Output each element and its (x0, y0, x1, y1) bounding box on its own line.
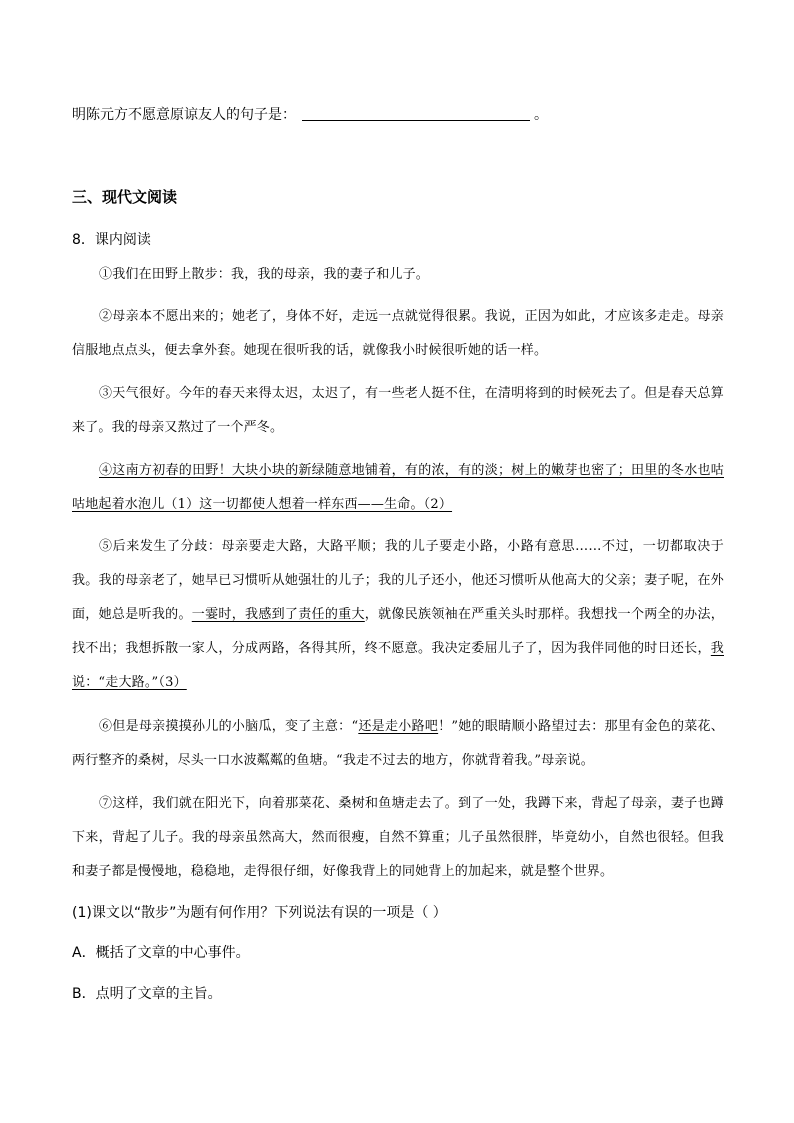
paragraph-1: ①我们在田野上散步：我，我的母亲，我的妻子和儿子。 (99, 267, 430, 282)
paragraph-3: ③天气很好。今年的春天来得太迟，太迟了，有一些老人挺不住，在清明将到的时候死去了。但是春天总算来了。我的母亲又熬过了一个严冬。 (72, 386, 724, 435)
paragraph-6-underline: 还是走小路吧 (358, 719, 439, 734)
paragraph-5-underline-1: 一霎时，我感到了责任的重大 (191, 607, 365, 622)
question-header: 8．课内阅读 (72, 232, 151, 248)
intro-sentence (72, 106, 548, 124)
paragraph-5-text-a: ⑤后来发生了分歧：母亲要走大路，大路平顺；我的儿子要走小路，小路有意思……不过，一切都取决于我。我的母亲老了，她早已习惯听从她强壮的儿子；我的儿子还小，他还习惯听从他高大的父亲；妻子呢，在外面，她总是听我的。 (72, 539, 724, 622)
paragraph-6-text-a: ⑥但是母亲摸摸孙儿的小脑瓜，变了主意：“ (99, 719, 359, 734)
option-b[interactable]: B．点明了文章的主旨。 (72, 986, 222, 1002)
paragraph-7: ⑦这样，我们就在阳光下，向着那菜花、桑树和鱼塘走去了。到了一处，我蹲下来，背起了母亲，妻子也蹲下来，背起了儿子。我的母亲虽然高大，然而很瘦，自然不算重；儿子虽然很胖，毕竟幼小，自然也很轻。但我和妻子都是慢慢地，稳稳地，走得很仔细，好像我背上的同她背上的加起来，就是整个世界。 (72, 796, 724, 879)
paragraph-6-text-b: ！”她的眼睛顺小路望过去：那里有金色的菜花、两行整齐的桑树，尽头一口水波粼粼的鱼塘。“我走不过去的地方，你就背着我。”母亲说。 (72, 719, 725, 768)
paragraph-4: ④这南方初春的田野！大块小块的新绿随意地铺着，有的浓，有的淡；树上的嫩芽也密了；田里的冬水也咕咕地起着水泡儿（1）这一切都使人想着一样东西——生命。（2） (72, 463, 724, 512)
answer-blank[interactable] (302, 106, 530, 121)
paragraph-5-underline-2: 我说：“走大路。”（3） (72, 641, 724, 690)
option-a[interactable]: A．概括了文章的中心事件。 (72, 945, 250, 961)
intro-sentence-prefix: 明陈元方不愿意原谅友人的句子是： (72, 107, 296, 123)
intro-sentence-suffix: 。 (534, 107, 548, 123)
section-title: 三、现代文阅读 (72, 188, 178, 206)
paragraph-6 (72, 710, 724, 778)
paragraph-5 (72, 530, 724, 700)
paragraph-5-text-b: ，就像民族领袖在严重关头时那样。我想找一个两全的办法，找不出；我想拆散一家人，分成两路，各得其所，终不愿意。我决定委屈儿子了，因为我伴同他的时日还长， (72, 607, 724, 656)
question-1-stem: (1)课文以“散步”为题有何作用？下列说法有误的一项是（ ） (72, 905, 447, 921)
paragraph-2: ②母亲本不愿出来的；她老了，身体不好，走远一点就觉得很累。我说，正因为如此，才应该多走走。母亲信服地点点头，便去拿外套。她现在很听我的话，就像我小时候很听她的话一样。 (72, 309, 724, 358)
